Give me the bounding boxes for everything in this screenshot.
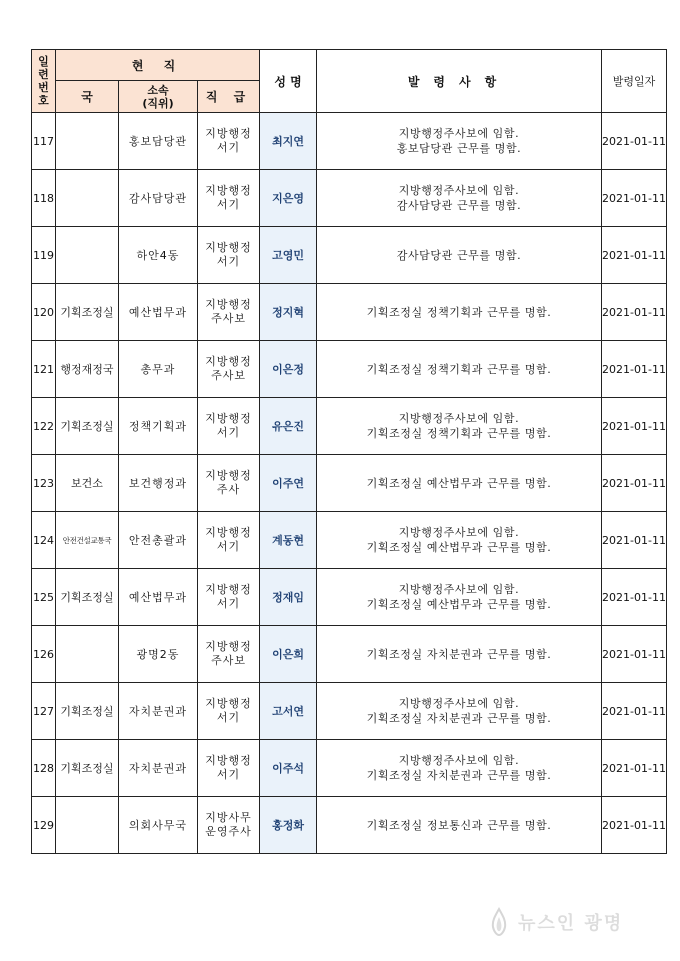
header-order-date: 발령일자 xyxy=(602,50,667,113)
cell-bureau: 보건소 xyxy=(56,455,119,512)
cell-rank: 지방행정 서기 xyxy=(198,227,260,284)
cell-rank: 지방행정 서기 xyxy=(198,512,260,569)
cell-rank: 지방행정 서기 xyxy=(198,740,260,797)
cell-rank: 지방행정 주사보 xyxy=(198,284,260,341)
cell-rank: 지방행정 주사 xyxy=(198,455,260,512)
cell-name: 이은희 xyxy=(260,626,317,683)
cell-name: 이은정 xyxy=(260,341,317,398)
cell-order-details: 기획조정실 정책기획과 근무를 명함. xyxy=(317,341,602,398)
cell-serial-number: 117 xyxy=(32,113,56,170)
cell-serial-number: 122 xyxy=(32,398,56,455)
cell-order-date: 2021-01-11 xyxy=(602,512,667,569)
cell-order-details: 기획조정실 예산법무과 근무를 명함. xyxy=(317,455,602,512)
cell-order-details: 감사담당관 근무를 명함. xyxy=(317,227,602,284)
cell-affiliation: 감사담당관 xyxy=(119,170,198,227)
cell-bureau xyxy=(56,626,119,683)
cell-serial-number: 125 xyxy=(32,569,56,626)
cell-order-date: 2021-01-11 xyxy=(602,170,667,227)
cell-bureau: 기획조정실 xyxy=(56,284,119,341)
cell-serial-number: 121 xyxy=(32,341,56,398)
table-row xyxy=(32,626,667,683)
table-row xyxy=(32,227,667,284)
cell-affiliation: 하안4동 xyxy=(119,227,198,284)
cell-affiliation: 광명2동 xyxy=(119,626,198,683)
table-row xyxy=(32,455,667,512)
table-row xyxy=(32,398,667,455)
header-current-position: 현 직 xyxy=(56,50,260,81)
cell-order-date: 2021-01-11 xyxy=(602,683,667,740)
cell-order-details: 지방행정주사보에 임함. 기획조정실 자치분권과 근무를 명함. xyxy=(317,740,602,797)
header-name: 성 명 xyxy=(260,50,317,113)
cell-order-details: 지방행정주사보에 임함. 기획조정실 예산법무과 근무를 명함. xyxy=(317,512,602,569)
table-row xyxy=(32,683,667,740)
cell-affiliation: 의회사무국 xyxy=(119,797,198,854)
cell-bureau: 행정재정국 xyxy=(56,341,119,398)
cell-bureau xyxy=(56,227,119,284)
header-affiliation: 소속 (직위) xyxy=(119,81,198,113)
cell-affiliation: 안전총괄과 xyxy=(119,512,198,569)
cell-name: 유은진 xyxy=(260,398,317,455)
table-row xyxy=(32,797,667,854)
cell-rank: 지방행정 서기 xyxy=(198,170,260,227)
cell-order-date: 2021-01-11 xyxy=(602,569,667,626)
cell-bureau: 기획조정실 xyxy=(56,398,119,455)
cell-rank: 지방행정 서기 xyxy=(198,683,260,740)
cell-serial-number: 124 xyxy=(32,512,56,569)
watermark-text: 뉴스인 광명 xyxy=(518,913,624,934)
table-row xyxy=(32,512,667,569)
cell-order-details: 지방행정주사보에 임함. 홍보담당관 근무를 명함. xyxy=(317,113,602,170)
cell-affiliation: 예산법무과 xyxy=(119,284,198,341)
cell-order-date: 2021-01-11 xyxy=(602,113,667,170)
cell-order-date: 2021-01-11 xyxy=(602,455,667,512)
cell-order-details: 지방행정주사보에 임함. 기획조정실 정책기획과 근무를 명함. xyxy=(317,398,602,455)
cell-serial-number: 118 xyxy=(32,170,56,227)
cell-serial-number: 120 xyxy=(32,284,56,341)
cell-order-details: 기획조정실 정보통신과 근무를 명함. xyxy=(317,797,602,854)
cell-affiliation: 홍보담당관 xyxy=(119,113,198,170)
cell-rank: 지방행정 서기 xyxy=(198,398,260,455)
cell-affiliation: 정책기획과 xyxy=(119,398,198,455)
cell-order-details: 지방행정주사보에 임함. 감사담당관 근무를 명함. xyxy=(317,170,602,227)
cell-order-date: 2021-01-11 xyxy=(602,284,667,341)
cell-name: 정지혁 xyxy=(260,284,317,341)
cell-rank: 지방사무 운영주사 xyxy=(198,797,260,854)
cell-order-date: 2021-01-11 xyxy=(602,740,667,797)
cell-order-details: 지방행정주사보에 임함. 기획조정실 예산법무과 근무를 명함. xyxy=(317,569,602,626)
header-order-details: 발령사항 xyxy=(317,50,602,113)
cell-name: 고영민 xyxy=(260,227,317,284)
cell-name: 정재임 xyxy=(260,569,317,626)
cell-bureau xyxy=(56,113,119,170)
table-row xyxy=(32,284,667,341)
cell-name: 계동현 xyxy=(260,512,317,569)
cell-name: 지은영 xyxy=(260,170,317,227)
cell-affiliation: 보건행정과 xyxy=(119,455,198,512)
cell-bureau xyxy=(56,797,119,854)
cell-name: 고서연 xyxy=(260,683,317,740)
cell-rank: 지방행정 주사보 xyxy=(198,341,260,398)
cell-serial-number: 129 xyxy=(32,797,56,854)
cell-name: 이주연 xyxy=(260,455,317,512)
cell-affiliation: 예산법무과 xyxy=(119,569,198,626)
cell-serial-number: 126 xyxy=(32,626,56,683)
personnel-table xyxy=(31,49,667,854)
cell-rank: 지방행정 주사보 xyxy=(198,626,260,683)
cell-order-details: 기획조정실 자치분권과 근무를 명함. xyxy=(317,626,602,683)
table-row xyxy=(32,170,667,227)
header-serial-number: 일 련 번 호 xyxy=(32,50,56,113)
cell-name: 이주석 xyxy=(260,740,317,797)
cell-order-details: 지방행정주사보에 임함. 기획조정실 자치분권과 근무를 명함. xyxy=(317,683,602,740)
table-row xyxy=(32,569,667,626)
cell-name: 최지연 xyxy=(260,113,317,170)
table-row xyxy=(32,740,667,797)
logo-flame-icon xyxy=(486,907,512,937)
cell-order-date: 2021-01-11 xyxy=(602,797,667,854)
cell-bureau: 기획조정실 xyxy=(56,683,119,740)
header-bureau: 국 xyxy=(56,81,119,113)
cell-order-date: 2021-01-11 xyxy=(602,227,667,284)
table-body xyxy=(32,113,667,854)
cell-bureau: 기획조정실 xyxy=(56,569,119,626)
cell-order-date: 2021-01-11 xyxy=(602,398,667,455)
cell-affiliation: 자치분권과 xyxy=(119,740,198,797)
table-row xyxy=(32,113,667,170)
cell-serial-number: 119 xyxy=(32,227,56,284)
cell-order-date: 2021-01-11 xyxy=(602,626,667,683)
cell-order-date: 2021-01-11 xyxy=(602,341,667,398)
news-watermark xyxy=(486,907,623,937)
cell-name: 홍정화 xyxy=(260,797,317,854)
cell-serial-number: 127 xyxy=(32,683,56,740)
cell-affiliation: 총무과 xyxy=(119,341,198,398)
header-rank: 직 급 xyxy=(198,81,260,113)
cell-serial-number: 123 xyxy=(32,455,56,512)
cell-serial-number: 128 xyxy=(32,740,56,797)
cell-rank: 지방행정 서기 xyxy=(198,569,260,626)
cell-bureau: 기획조정실 xyxy=(56,740,119,797)
table-row xyxy=(32,341,667,398)
cell-affiliation: 자치분권과 xyxy=(119,683,198,740)
cell-order-details: 기획조정실 정책기획과 근무를 명함. xyxy=(317,284,602,341)
cell-bureau: 안전건설교통국 xyxy=(56,512,119,569)
cell-bureau xyxy=(56,170,119,227)
cell-rank: 지방행정 서기 xyxy=(198,113,260,170)
